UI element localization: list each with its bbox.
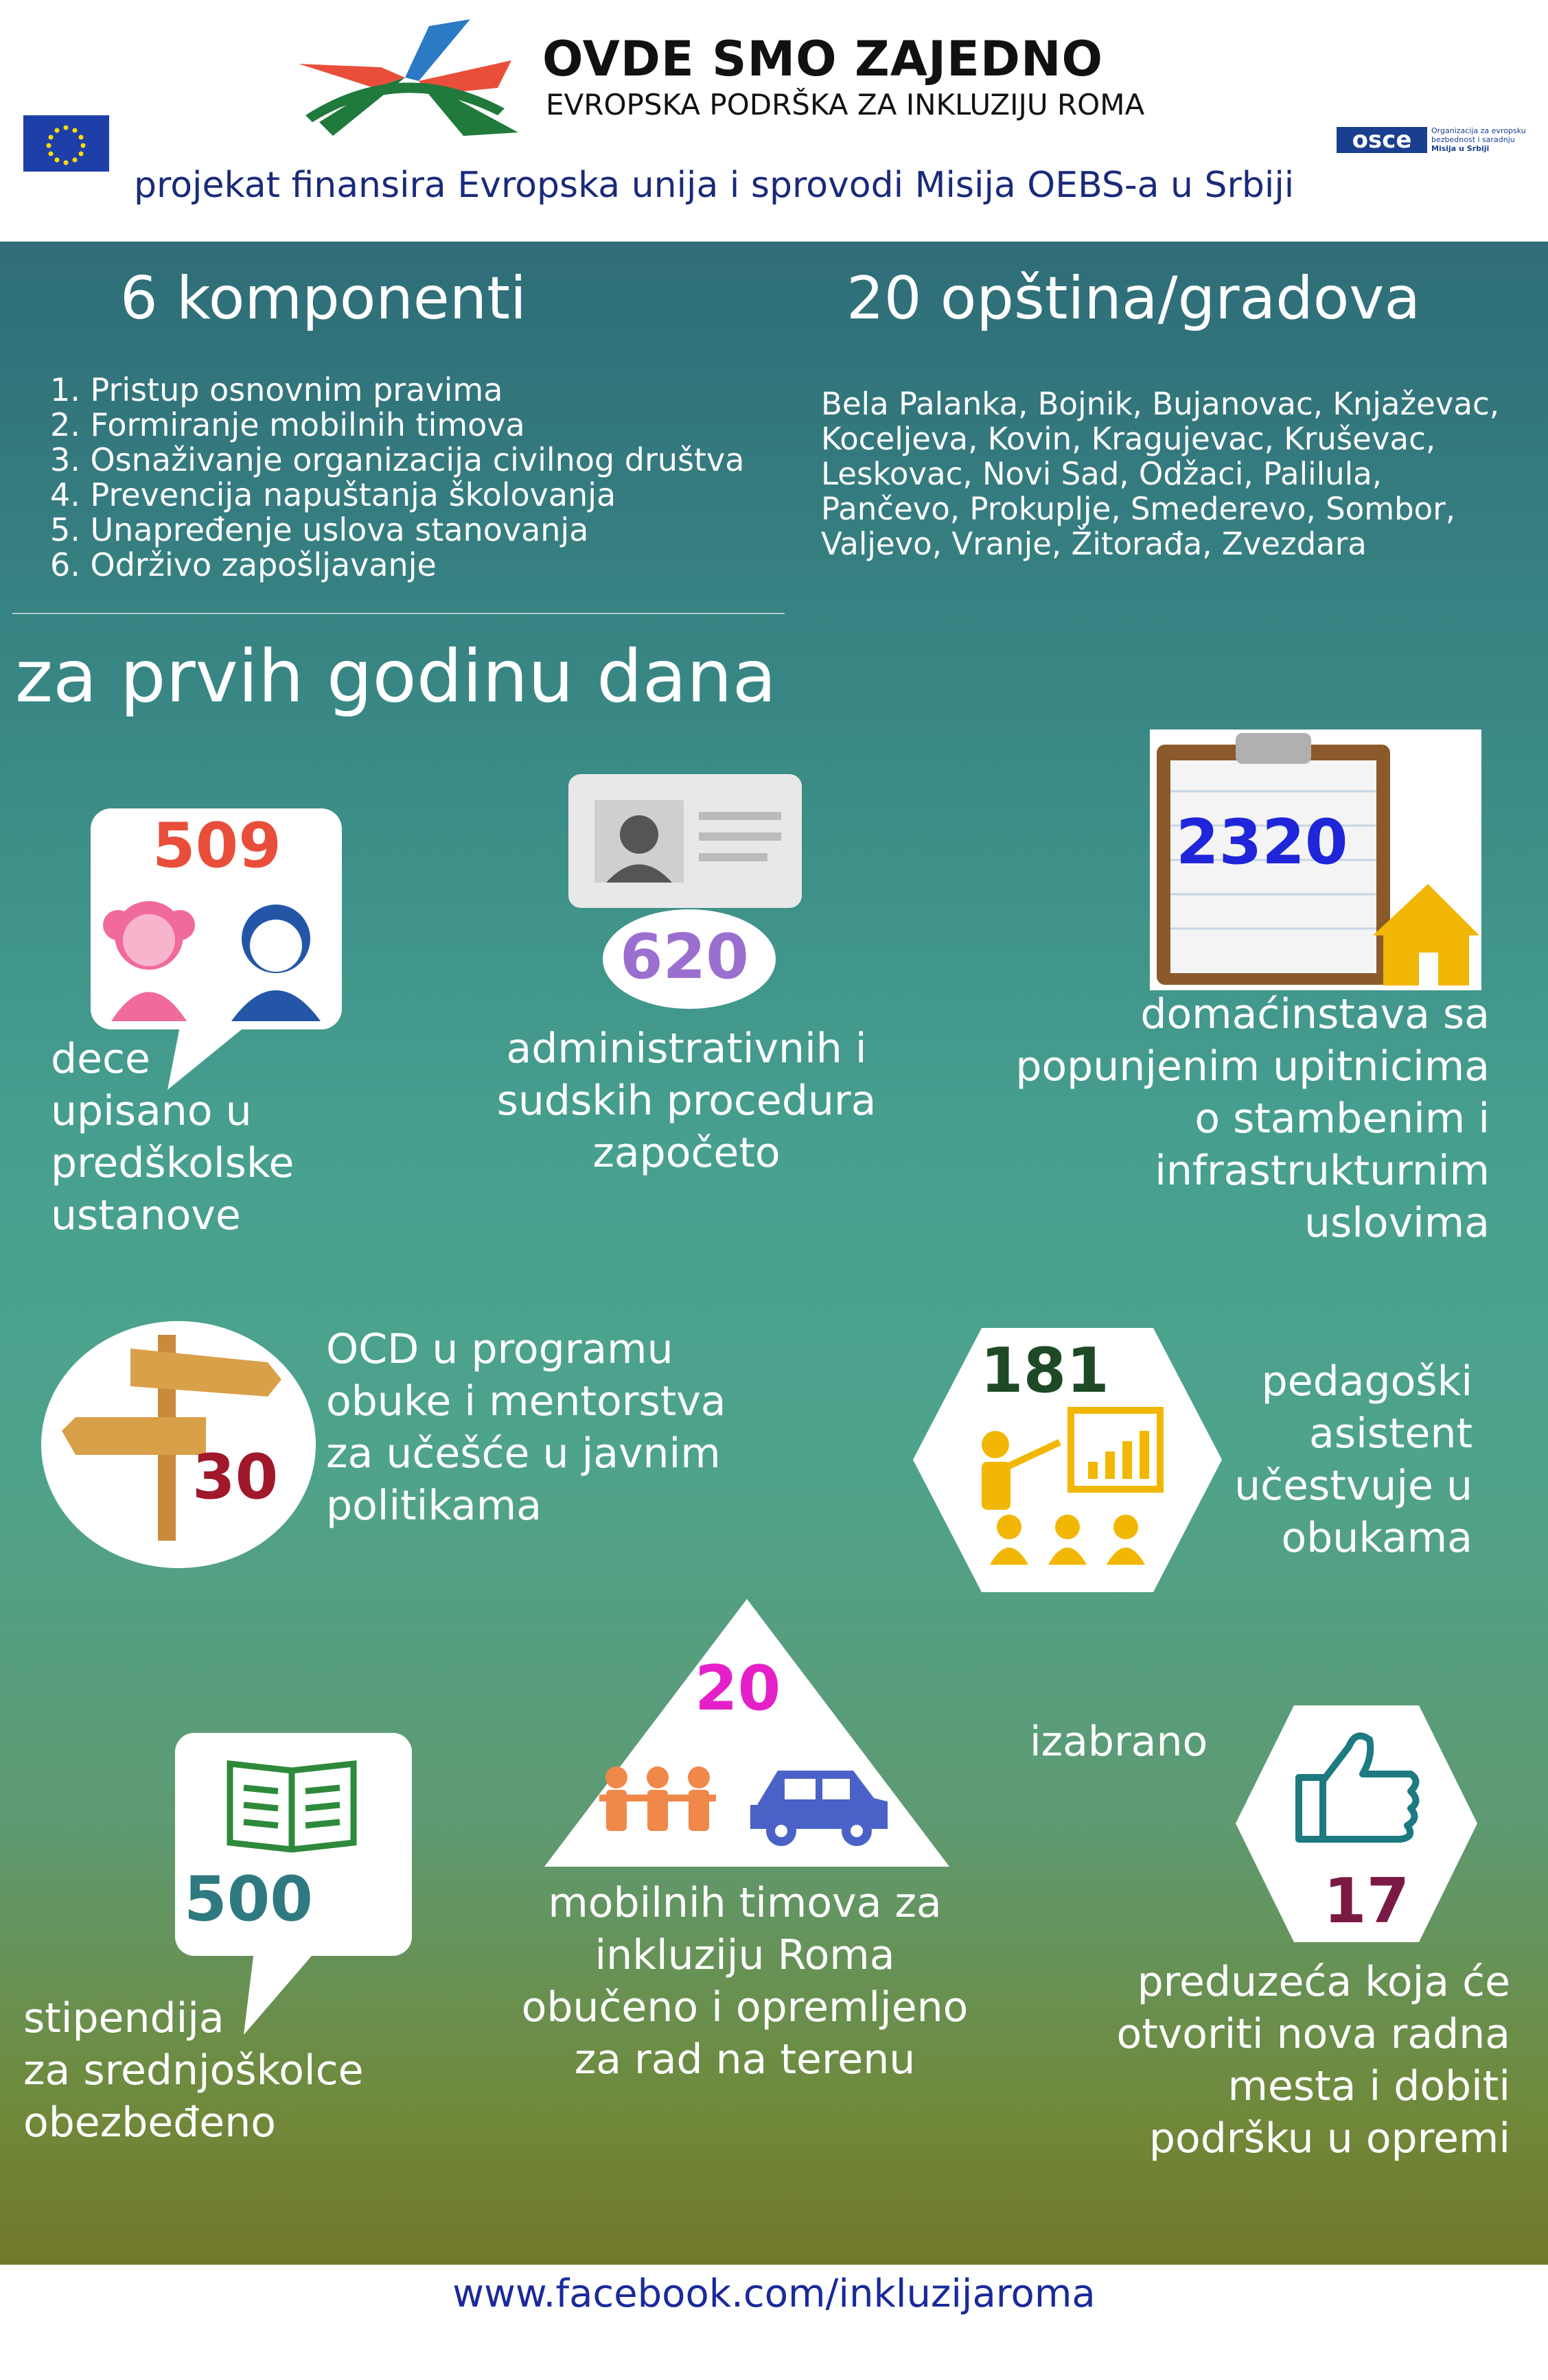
ocd-value: 30: [192, 1441, 279, 1513]
list-item: 4. Prevencija napuštanja školovanja: [50, 476, 616, 513]
caption-line: infrastrukturnim: [1155, 1147, 1490, 1195]
header: [0, 0, 1548, 242]
osce-line-2: bezbednost i saradnju: [1431, 135, 1515, 144]
osce-line-3: Misija u Srbiji: [1431, 144, 1490, 153]
caption-line: stipendija: [23, 1994, 224, 2042]
facebook-link[interactable]: www.facebook.com/inkluzijaroma: [452, 2272, 1096, 2316]
caption-line: domaćinstava sa: [1140, 990, 1490, 1038]
municipalities-line: Bela Palanka, Bojnik, Bujanovac, Knjaževac,: [821, 386, 1500, 422]
municipalities-line: Pančevo, Prokuplje, Smederevo, Sombor,: [821, 491, 1455, 527]
star-logo: [292, 12, 518, 143]
caption-line: upisano u: [51, 1087, 252, 1135]
municipalities-list: [821, 386, 1499, 561]
osce-text: [1431, 126, 1526, 153]
osce-line-1: Organizacija za evropsku: [1431, 126, 1526, 135]
companies-value: 17: [1324, 1865, 1410, 1937]
eu-flag-icon: [23, 115, 109, 172]
children-value: 509: [152, 810, 281, 882]
scholarships-value: 500: [184, 1863, 313, 1935]
companies-pre: izabrano: [1030, 1718, 1208, 1766]
caption-line: učestvuje u: [1234, 1462, 1472, 1510]
procedures-value: 620: [620, 921, 749, 993]
caption-line: mesta i dobiti: [1227, 2062, 1510, 2110]
assistants-caption: [1167, 1355, 1472, 1564]
teams-value: 20: [695, 1653, 781, 1725]
municipalities-line: Leskovac, Novi Sad, Odžaci, Palilula,: [821, 456, 1383, 492]
teams-caption: [467, 1877, 1023, 2086]
funding-text: projekat finansira Evropska unija i sprovodi Misija OEBS-a u Srbiji: [134, 165, 1295, 206]
caption-line: uslovima: [1304, 1199, 1490, 1247]
caption-line: obučeno i opremljeno: [521, 1983, 969, 2031]
caption-line: za srednjoškolce: [23, 2046, 364, 2095]
osce-logo: osce: [1337, 127, 1427, 153]
caption-line: administrativnih i: [506, 1025, 867, 1073]
ocd-caption: [326, 1323, 726, 1532]
municipalities-line: Koceljeva, Kovin, Kragujevac, Kruševac,: [821, 421, 1436, 457]
people-icon: [599, 1766, 716, 1831]
id-card-icon: [568, 774, 802, 911]
list-item: 2. Formiranje mobilnih timova: [50, 406, 525, 443]
caption-line: popunjenim upitnicima: [1015, 1042, 1490, 1090]
caption-line: predškolske: [51, 1139, 294, 1187]
assistants-value: 181: [980, 1335, 1109, 1407]
teams-triangle: [544, 1599, 949, 1867]
households-value: 2320: [1176, 806, 1348, 878]
households-caption: [940, 988, 1490, 1249]
caption-line: za rad na terenu: [574, 2035, 916, 2084]
municipalities-title: 20 opština/gradova: [846, 264, 1421, 333]
caption-line: obuke i mentorstva: [326, 1377, 726, 1425]
caption-line: OCD u programu: [326, 1325, 673, 1373]
caption-line: sudskih procedura: [496, 1077, 877, 1125]
caption-line: dece: [51, 1035, 150, 1083]
caption-line: preduzeća koja će: [1137, 1958, 1510, 2006]
divider: [12, 613, 785, 614]
caption-line: ustanove: [51, 1191, 241, 1239]
header-subtitle: EVROPSKA PODRŠKA ZA INKLUZIJU ROMA: [546, 88, 1145, 121]
caption-line: započeto: [592, 1129, 781, 1177]
list-item: 6. Održivo zapošljavanje: [50, 546, 437, 583]
caption-line: otvoriti nova radna: [1116, 2010, 1510, 2058]
list-item: 1. Pristup osnovnim pravima: [50, 371, 503, 408]
components-list: [50, 373, 744, 583]
caption-line: za učešće u javnim: [326, 1430, 721, 1478]
caption-line: o stambenim i: [1194, 1095, 1490, 1143]
caption-line: asistent: [1309, 1410, 1472, 1458]
list-item: 3. Osnaživanje organizacija civilnog društva: [50, 441, 745, 478]
year-heading: za prvih godinu dana: [15, 635, 776, 719]
scholarships-caption: [23, 1992, 364, 2149]
caption-line: pedagoški: [1261, 1357, 1472, 1405]
children-caption: [51, 1033, 294, 1241]
caption-line: mobilnih timova za: [548, 1879, 942, 1927]
caption-line: obukama: [1281, 1514, 1472, 1562]
components-title: 6 komponenti: [120, 264, 527, 333]
caption-line: podršku u opremi: [1148, 2114, 1510, 2162]
caption-line: inkluziju Roma: [594, 1931, 895, 1979]
caption-line: obezbeđeno: [23, 2099, 276, 2147]
companies-caption: [1030, 1956, 1510, 2165]
caption-line: politikama: [326, 1482, 542, 1530]
list-item: 5. Unapređenje uslova stanovanja: [50, 511, 589, 548]
header-title: OVDE SMO ZAJEDNO: [542, 31, 1104, 87]
procedures-caption: [446, 1023, 927, 1179]
municipalities-line: Valjevo, Vranje, Žitorađa, Zvezdara: [821, 526, 1367, 562]
